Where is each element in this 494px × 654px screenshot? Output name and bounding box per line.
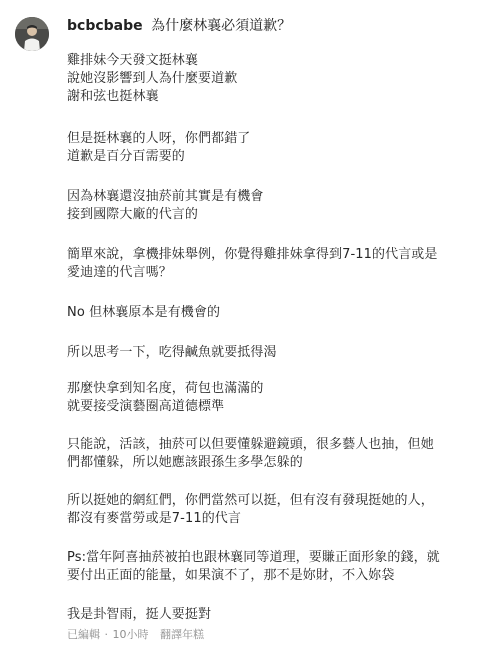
post-line: 就要接受演藝圈高道德標準 [67,399,225,414]
post-line: 那麼快拿到知名度，荷包也滿滿的 [67,381,264,396]
post-line: Ps:當年阿喜抽菸被拍也跟林襄同等道理，要賺正面形象的錢，就 [67,550,440,565]
post-line: 接到國際大廠的代言的 [67,207,199,222]
paragraph [67,549,440,585]
translate-button[interactable]: 翻譯年糕 [160,628,204,641]
post-line: No 但林襄原本是有機會的 [67,305,221,320]
paragraph [67,52,485,106]
paragraph [67,606,211,624]
post-line: 都沒有麥當勞或是7-11的代言 [67,511,242,526]
post-line: 所以思考一下，吃得鹹魚就要抵得渴 [67,345,277,360]
post-line: 所以挺她的網紅們，你們當然可以挺，但有沒有發現挺她的人， [67,493,434,508]
post-time[interactable]: 10小時 [112,628,149,641]
post-line: 簡單來說，拿機排妹舉例，你覺得雞排妹拿得到7-11的代言或是 [67,247,438,262]
paragraph [67,304,220,322]
post-title: 為什麼林襄必須道歉？ [151,18,292,34]
post-line: 謝和弦也挺林襄 [67,89,159,104]
post-header [67,16,291,36]
paragraph [67,130,250,166]
post-line: 們都懂躲，所以她應該跟孫生多學怎躲的 [67,455,303,470]
paragraph [67,188,264,224]
paragraph [67,246,438,282]
avatar-image [15,17,49,51]
post-line: 道歉是百分百需要的 [67,149,185,164]
post-line: 說她沒影響到人為什麼要道歉 [67,71,238,86]
paragraph [67,344,277,362]
meta-separator: · [104,628,108,641]
post-line: 我是卦智雨，挺人要挺對 [67,607,212,622]
paragraph [67,436,434,472]
username-link[interactable]: bcbcbabe [67,18,143,34]
post-line: 雞排妹今天發文挺林襄 [67,53,199,68]
post-line: 愛迪達的代言嗎？ [67,265,172,280]
avatar[interactable] [15,17,49,51]
post-line: 要付出正面的能量，如果演不了，那不是妳財，不入妳袋 [67,568,395,583]
paragraph [67,492,434,528]
edited-label: 已編輯 [67,628,100,641]
post-body [67,52,485,622]
post-line: 只能說，活該，抽菸可以但要懂躲避鏡頭，很多藝人也抽，但她 [67,437,434,452]
post-line: 因為林襄還沒抽菸前其實是有機會 [67,189,264,204]
post-line: 但是挺林襄的人呀，你們都錯了 [67,131,251,146]
post-meta [67,627,204,643]
paragraph [67,380,264,416]
